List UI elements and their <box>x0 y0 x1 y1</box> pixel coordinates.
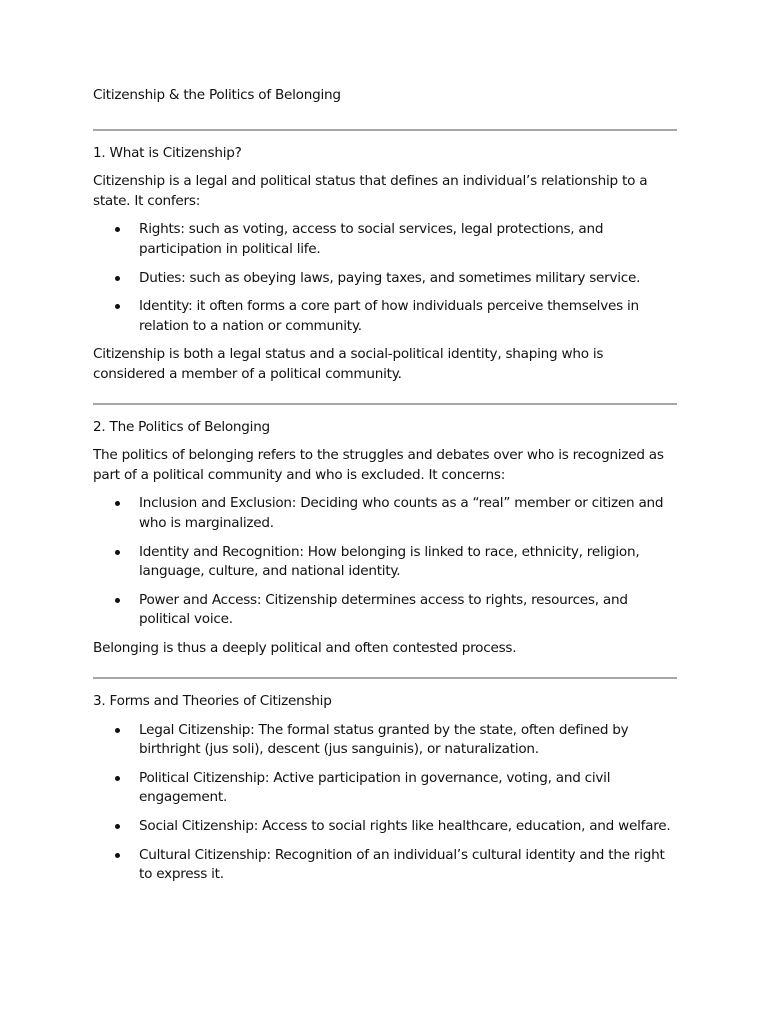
list-item <box>93 269 677 288</box>
bullet-icon <box>115 304 120 309</box>
bullet-list <box>93 494 677 629</box>
list-item <box>93 591 677 630</box>
document-title: Citizenship & the Politics of Belonging <box>93 87 341 103</box>
section-intro: Citizenship is a legal and political status that defines an individual’s relationship to a state. It confers: <box>93 173 648 209</box>
list-item-text: Identity and Recognition: How belonging is linked to race, ethnicity, religion, language, culture, and national identity. <box>139 543 640 579</box>
bullet-icon <box>115 227 120 232</box>
section-divider <box>93 129 677 131</box>
section-outro: Citizenship is both a legal status and a social-political identity, shaping who is considered a member of a political community. <box>93 346 604 382</box>
bullet-icon <box>115 598 120 603</box>
list-item <box>93 769 677 808</box>
bullet-icon <box>115 276 120 281</box>
section-politics-of-belonging <box>93 418 677 658</box>
list-item <box>93 543 677 582</box>
bullet-icon <box>115 853 120 858</box>
section-forms-and-theories <box>93 692 677 885</box>
bullet-icon <box>115 824 120 829</box>
list-item-text: Cultural Citizenship: Recognition of an individual’s cultural identity and the right to express it. <box>139 847 665 883</box>
section-divider <box>93 403 677 405</box>
bullet-list <box>93 220 677 336</box>
section-heading: 3. Forms and Theories of Citizenship <box>93 693 332 710</box>
list-item-text: Legal Citizenship: The formal status granted by the state, often defined by birthright (jus soli), descent (jus sanguinis), or naturalization. <box>139 721 629 757</box>
list-item-text: Duties: such as obeying laws, paying taxes, and sometimes military service. <box>139 269 641 286</box>
list-item-text: Identity: it often forms a core part of how individuals perceive themselves in relation to a nation or community. <box>139 298 639 334</box>
list-item-text: Social Citizenship: Access to social rights like healthcare, education, and welfare. <box>139 818 671 835</box>
list-item <box>93 494 677 533</box>
list-item <box>93 817 677 836</box>
list-item <box>93 846 677 885</box>
section-what-is-citizenship <box>93 144 677 384</box>
list-item <box>93 721 677 760</box>
section-heading: 1. What is Citizenship? <box>93 145 242 161</box>
list-item <box>93 220 677 259</box>
list-item-text: Power and Access: Citizenship determines access to rights, resources, and political voice. <box>139 591 628 628</box>
list-item-text: Political Citizenship: Active participation in governance, voting, and civil engagement. <box>139 769 611 806</box>
bullet-list <box>93 721 677 885</box>
document-body <box>93 86 677 894</box>
bullet-icon <box>115 776 120 781</box>
list-item-text: Inclusion and Exclusion: Deciding who counts as a “real” member or citizen and who is marginalized. <box>139 495 664 531</box>
section-outro: Belonging is thus a deeply political and often contested process. <box>93 639 517 656</box>
list-item <box>93 297 677 336</box>
section-heading: 2. The Politics of Belonging <box>93 419 270 436</box>
section-intro: The politics of belonging refers to the struggles and debates over who is recognized as part of a political community and who is excluded. It concerns: <box>93 447 664 483</box>
section-divider <box>93 677 677 679</box>
list-item-text: Rights: such as voting, access to social services, legal protections, and participation in political life. <box>139 221 604 257</box>
bullet-icon <box>115 550 120 555</box>
bullet-icon <box>115 728 120 733</box>
bullet-icon <box>115 501 120 506</box>
